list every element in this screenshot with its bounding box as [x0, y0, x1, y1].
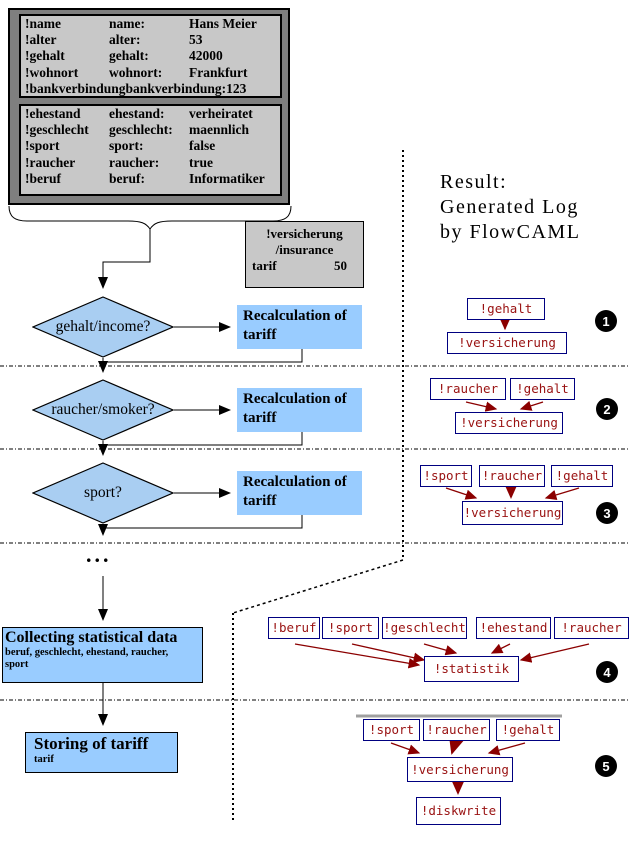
- record-value: 123: [226, 80, 247, 96]
- decision-label: gehalt/income?: [55, 318, 151, 335]
- record-key: !geschlecht: [25, 122, 89, 138]
- record-row: [21, 138, 280, 154]
- log-node-gehalt: !gehalt: [510, 378, 575, 400]
- record-row: [21, 48, 280, 64]
- record-field: sport:: [109, 138, 144, 154]
- step-number-5: 5: [595, 755, 617, 777]
- record-field: bankverbindung:: [125, 80, 227, 96]
- step-number-1: 1: [595, 310, 617, 332]
- record-field: alter:: [109, 32, 141, 48]
- collecting-statistics-box: [2, 627, 203, 683]
- record-field: gehalt:: [109, 48, 149, 64]
- record-value: Hans Meier: [189, 16, 257, 31]
- log-node-raucher: !raucher: [430, 378, 506, 400]
- record-key: !wohnort: [25, 64, 79, 80]
- log-node-beruf: !beruf: [268, 617, 320, 639]
- log-node-gehalt: !gehalt: [467, 298, 545, 320]
- log-node-gehalt: !gehalt: [496, 719, 560, 741]
- record-value: false: [189, 138, 216, 154]
- result-title-line: by FlowCAML: [440, 221, 581, 243]
- record-field: raucher:: [109, 154, 160, 170]
- log-node-sport: !sport: [322, 617, 379, 639]
- record-row: [21, 171, 280, 187]
- record-row: [21, 16, 280, 32]
- log-node-diskwrite: !diskwrite: [416, 797, 501, 825]
- log-node-versicherung: !versicherung: [462, 501, 563, 525]
- record-value: Frankfurt: [189, 64, 248, 80]
- log-node-versicherung: !versicherung: [407, 757, 513, 782]
- record-field: name:: [109, 16, 145, 31]
- record-key: !bankverbindung: [25, 80, 126, 96]
- versicherung-label: !versicherung: [266, 226, 343, 241]
- log-node-gehalt: !gehalt: [551, 465, 613, 487]
- decision-sport: [32, 462, 174, 524]
- step-number-2: 2: [596, 398, 618, 420]
- record-key: !sport: [25, 138, 60, 154]
- recalculation-box-2: Recalculation of tariff: [237, 388, 362, 432]
- log-node-versicherung: !versicherung: [455, 412, 563, 434]
- step-number-4: 4: [596, 661, 618, 683]
- record-row: [21, 32, 280, 48]
- input-record-panel: [8, 8, 290, 205]
- tarif-label: tarif: [252, 258, 277, 273]
- log-node-raucher: !raucher: [554, 617, 629, 639]
- record-key: !ehestand: [25, 106, 81, 121]
- record-row: [21, 65, 280, 81]
- record-value: true: [189, 154, 213, 170]
- storing-tariff-box: [25, 732, 178, 773]
- decision-label: raucher/smoker?: [51, 401, 155, 418]
- record-value: maennlich: [189, 122, 250, 138]
- storing-subtitle: tarif: [34, 754, 54, 765]
- record-box-status: [19, 104, 282, 196]
- result-title-line: Result:: [440, 171, 508, 193]
- log-node-sport: !sport: [363, 719, 420, 741]
- record-value: 42000: [189, 48, 223, 64]
- tarif-row: [246, 258, 363, 274]
- record-field: wohnort:: [109, 64, 163, 80]
- result-title: [440, 170, 626, 245]
- record-row: [21, 81, 280, 97]
- step-number-3: 3: [596, 502, 618, 524]
- insurance-label: /insurance: [275, 242, 334, 257]
- collecting-subtitle: beruf, geschlecht, ehestand, raucher, sport: [5, 647, 169, 670]
- record-key: !beruf: [25, 170, 61, 186]
- storing-title: Storing of tariff: [34, 734, 149, 753]
- record-row: [21, 122, 280, 138]
- log-node-statistik: !statistik: [424, 656, 519, 682]
- decision-gehalt-income: [32, 296, 174, 358]
- log-node-raucher: !raucher: [479, 465, 545, 487]
- decision-raucher-smoker: [32, 379, 174, 441]
- record-value: Informatiker: [189, 170, 265, 186]
- log-node-geschlecht: !geschlecht: [382, 617, 467, 639]
- record-value: 53: [189, 32, 203, 48]
- flow-ellipsis: ...: [86, 542, 112, 567]
- decision-label: sport?: [84, 484, 122, 501]
- log-node-versicherung: !versicherung: [447, 332, 567, 354]
- record-value: verheiratet: [189, 106, 253, 121]
- column-divider-diagonal: [233, 560, 403, 613]
- record-key: !gehalt: [25, 48, 65, 64]
- log-node-raucher: !raucher: [423, 719, 490, 741]
- record-row: [21, 155, 280, 171]
- record-row: [21, 106, 280, 122]
- recalculation-box-1: Recalculation of tariff: [237, 305, 362, 349]
- versicherung-tariff-box: [245, 221, 364, 288]
- record-key: !alter: [25, 32, 57, 48]
- tarif-value: 50: [334, 258, 347, 273]
- record-box-personal: [19, 14, 282, 98]
- record-field: beruf:: [109, 170, 145, 186]
- recalculation-box-3: Recalculation of tariff: [237, 471, 362, 515]
- record-field: geschlecht:: [109, 122, 173, 138]
- record-key: !raucher: [25, 154, 76, 170]
- log-node-sport: !sport: [420, 465, 472, 487]
- collecting-title: Collecting statistical data: [5, 629, 178, 646]
- record-field: ehestand:: [109, 106, 165, 121]
- log-node-ehestand: !ehestand: [476, 617, 551, 639]
- result-title-line: Generated Log: [440, 196, 579, 218]
- record-key: !name: [25, 16, 61, 31]
